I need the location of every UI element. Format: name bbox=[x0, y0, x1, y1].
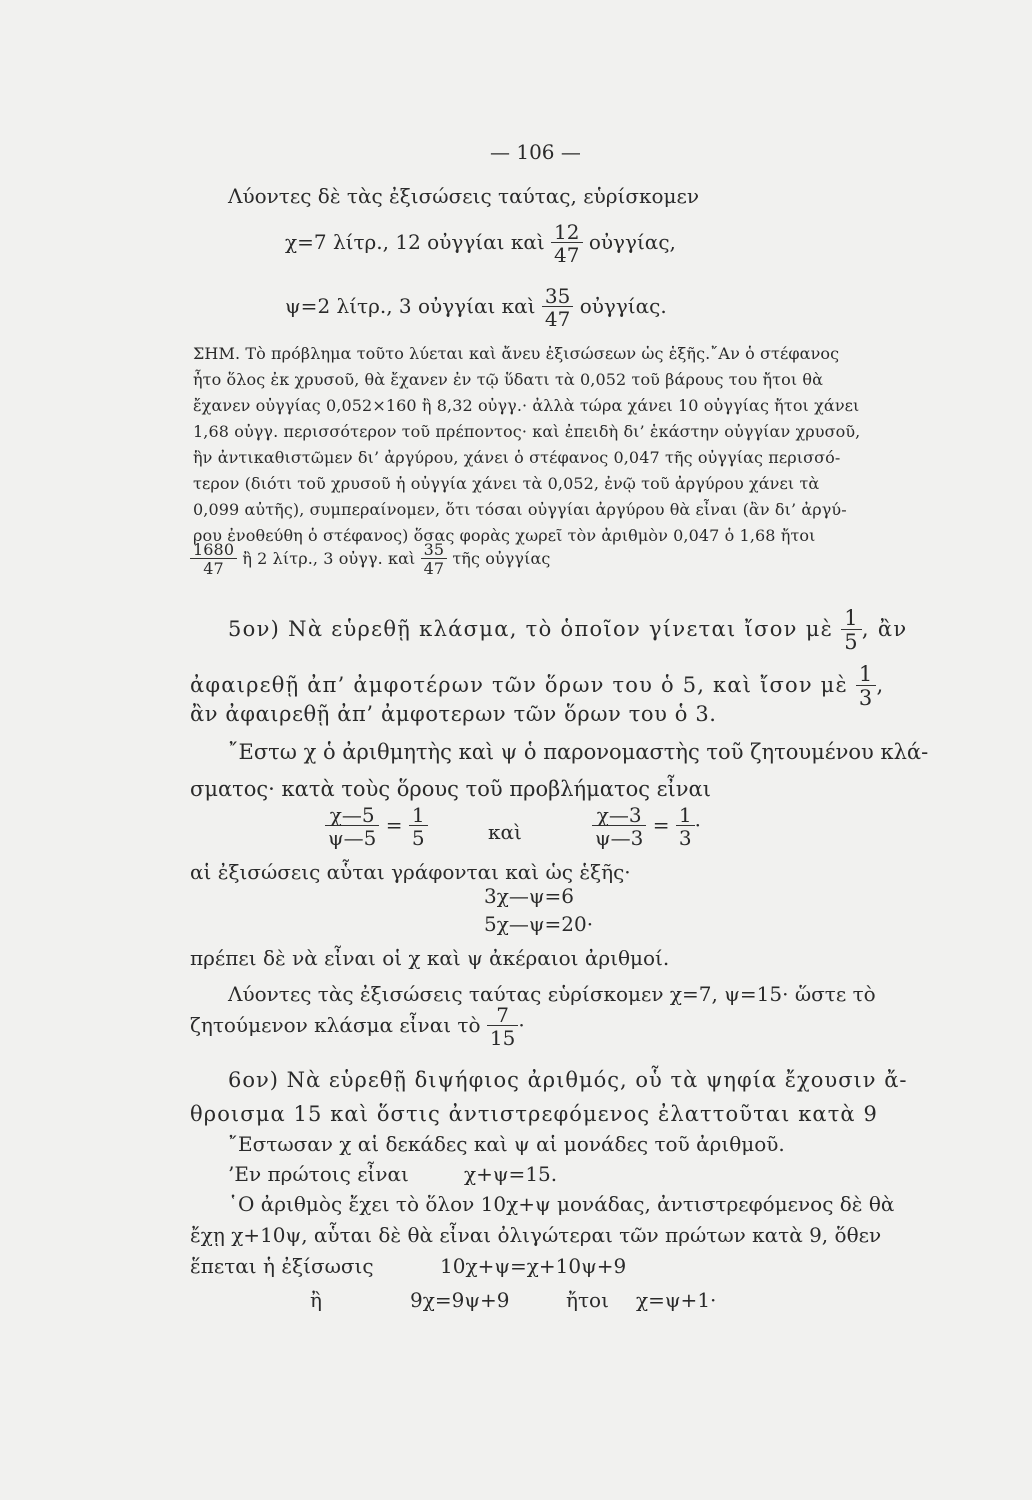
equation-a-rhs bbox=[409, 805, 428, 848]
chi-equation bbox=[285, 222, 676, 265]
problem5-line-1 bbox=[228, 608, 907, 653]
problem5-l1-num: 1 bbox=[844, 606, 859, 630]
problem6-line-8a: ἢ bbox=[310, 1288, 322, 1312]
equation-b-equals: = bbox=[652, 813, 670, 837]
psi-fraction-den: 47 bbox=[542, 306, 573, 329]
note-fraction-2-num: 35 bbox=[423, 540, 445, 559]
equation-b-lhs-den: ψ—3 bbox=[592, 825, 646, 848]
problem6-line-3: ῎Εστωσαν χ αἱ δεκάδες καὶ ψ αἱ μονάδες τοῦ ἀριθμοῦ. bbox=[228, 1132, 785, 1156]
problem5-l2-num: 1 bbox=[858, 662, 874, 686]
system-eq-2: 5χ—ψ=20· bbox=[484, 912, 594, 936]
psi-prefix: ψ=2 λίτρ., 3 οὐγγίαι καὶ bbox=[285, 294, 536, 318]
equation-b-rhs-den: 3 bbox=[676, 825, 695, 848]
problem6-line-1: 6ον) Νὰ εὑρεθῇ διψήφιος ἀριθμός, οὗ τὰ ψηφία ἔχουσιν ἄ- bbox=[228, 1068, 908, 1092]
problem5-line-8: Λύοντες τὰς ἐξισώσεις ταύτας εὑρίσκομεν χ=7, ψ=15· ὥστε τὸ bbox=[228, 982, 876, 1006]
note-line-2: ἦτο ὅλος ἐκ χρυσοῦ, θὰ ἔχανεν ἐν τῷ ὕδατι τὰ 0,052 τοῦ βάρους του ἤτοι θὰ bbox=[193, 370, 824, 389]
problem5-line-6: αἱ ἐξισώσεις αὗται γράφονται καὶ ὡς ἑξῆς· bbox=[190, 860, 631, 884]
equation-b-lhs bbox=[592, 805, 646, 848]
equation-a-equals: = bbox=[385, 813, 403, 837]
problem6-line-4b: χ+ψ=15. bbox=[464, 1162, 558, 1186]
note-last-mid: ἢ 2 λίτρ., 3 οὐγγ. καὶ bbox=[242, 549, 416, 568]
problem5-line-4: ῎Εστω χ ὁ ἀριθμητὴς καὶ ψ ὁ παρονομαστὴς τοῦ ζητουμένου κλά- bbox=[228, 740, 929, 764]
equation-b bbox=[592, 805, 701, 848]
problem5-l9-text: ζητούμενον κλάσμα εἶναι τὸ bbox=[190, 1013, 481, 1037]
problem5-l2-fraction bbox=[856, 664, 877, 709]
chi-suffix: οὐγγίας, bbox=[588, 230, 676, 254]
problem6-line-6: ἔχῃ χ+10ψ, αὗται δὲ θὰ εἶναι ὀλιγώτεραι τῶν πρώτων κατὰ 9, ὅθεν bbox=[190, 1223, 882, 1247]
equation-b-rhs-num: 1 bbox=[678, 803, 692, 827]
problem5-l1-den: 5 bbox=[841, 629, 862, 653]
problem5-l2-den: 3 bbox=[856, 685, 877, 709]
problem5-l2-text: ἀφαιρεθῇ ἀπ’ ἀμφοτέρων τῶν ὅρων του ὁ 5, καὶ ἴσον μὲ bbox=[190, 673, 848, 697]
problem5-l9-suffix: · bbox=[518, 1013, 525, 1037]
note-line-7: 0,099 αὐτῆς), συμπεραίνομεν, ὅτι τόσαι οὐγγίαι ἀργύρου θὰ εἶναι (ἂν δι’ ἀργύ- bbox=[193, 500, 847, 519]
note-last-suffix: τῆς οὐγγίας bbox=[452, 549, 551, 568]
note-line-3: ἔχανεν οὐγγίας 0,052×160 ἢ 8,32 οὐγγ.· ἀλλὰ τώρα χάνει 10 οὐγγίας ἤτοι χάνει bbox=[193, 396, 860, 415]
equation-a-lhs-den: ψ—5 bbox=[325, 825, 379, 848]
problem6-line-4a: ’Εν πρώτοις εἶναι bbox=[228, 1162, 409, 1186]
psi-fraction bbox=[542, 286, 573, 329]
problem5-line-3: ἂν ἀφαιρεθῇ ἀπ’ ἀμφοτερων τῶν ὅρων του ὁ 3. bbox=[190, 702, 717, 726]
intro-line: Λύοντες δὲ τὰς ἐξισώσεις ταύτας, εὑρίσκομεν bbox=[228, 184, 700, 208]
note-line-8: ρου ἐνοθεύθη ὁ στέφανος) ὅσας φορὰς χωρεῖ τὸν ἀριθμὸν 0,047 ὁ 1,68 ἤτοι bbox=[193, 526, 816, 545]
note-line-5: ἣν ἀντικαθιστῶμεν δι’ ἀργύρου, χάνει ὁ στέφανος 0,047 τῆς οὐγγίας περισσό- bbox=[193, 448, 841, 467]
problem6-line-8c: ἤτοι bbox=[566, 1288, 609, 1312]
problem6-line-7b: 10χ+ψ=χ+10ψ+9 bbox=[440, 1254, 627, 1278]
problem5-line-7: πρέπει δὲ νὰ εἶναι οἱ χ καὶ ψ ἀκέραιοι ἀριθμοί. bbox=[190, 946, 670, 970]
chi-prefix: χ=7 λίτρ., 12 οὐγγίαι καὶ bbox=[285, 230, 545, 254]
problem5-line-9 bbox=[190, 1005, 525, 1048]
problem6-line-5: ῾Ο ἀριθμὸς ἔχει τὸ ὅλον 10χ+ψ μονάδας, ἀντιστρεφόμενος δὲ θὰ bbox=[228, 1192, 895, 1216]
note-fraction-1-num: 1680 bbox=[193, 540, 235, 559]
chi-fraction bbox=[551, 222, 582, 265]
equation-a-rhs-den: 5 bbox=[409, 825, 428, 848]
note-line-4: 1,68 οὐγγ. περισσότερον τοῦ πρέποντος· καὶ ἐπειδὴ δι’ ἑκάστην οὐγγίαν χρυσοῦ, bbox=[193, 422, 861, 441]
page-number: — 106 — bbox=[490, 140, 581, 164]
equation-a-rhs-num: 1 bbox=[411, 803, 425, 827]
problem5-l1-suffix: , ἂν bbox=[861, 617, 908, 641]
result-fraction-num: 7 bbox=[496, 1003, 509, 1027]
equation-b-rhs bbox=[676, 805, 695, 848]
problem5-l2-suffix: , bbox=[876, 673, 885, 697]
result-fraction-den: 15 bbox=[487, 1025, 518, 1048]
note-fraction-1 bbox=[190, 542, 237, 577]
psi-suffix: οὐγγίας. bbox=[579, 294, 667, 318]
equation-b-lhs-num: χ—3 bbox=[596, 803, 642, 827]
note-line-6: τερον (διότι τοῦ χρυσοῦ ἡ οὐγγία χάνει τὰ 0,052, ἐνῷ τοῦ ἀργύρου χάνει τὰ bbox=[193, 474, 820, 493]
problem5-l1-text: 5ον) Νὰ εὑρεθῇ κλάσμα, τὸ ὁποῖον γίνεται ἴσον μὲ bbox=[228, 617, 834, 641]
chi-fraction-den: 47 bbox=[551, 242, 582, 265]
chi-fraction-num: 12 bbox=[554, 220, 580, 244]
system-eq-1: 3χ—ψ=6 bbox=[484, 884, 575, 908]
note-line-1: ΣΗΜ. Τὸ πρόβλημα τοῦτο λύεται καὶ ἄνευ ἐξισώσεων ὡς ἑξῆς.῎Αν ὁ στέφανος bbox=[193, 344, 840, 363]
problem6-line-8d: χ=ψ+1· bbox=[636, 1288, 717, 1312]
psi-fraction-num: 35 bbox=[544, 284, 571, 308]
equation-a-lhs-num: χ—5 bbox=[329, 803, 375, 827]
problem6-line-7a: ἕπεται ἡ ἐξίσωσις bbox=[190, 1254, 374, 1278]
problem5-line-5: σματος· κατὰ τοὺς ὅρους τοῦ προβλήματος εἶναι bbox=[190, 777, 711, 801]
note-fraction-2 bbox=[421, 542, 448, 577]
problem6-line-8b: 9χ=9ψ+9 bbox=[410, 1288, 510, 1312]
equation-a bbox=[325, 805, 428, 848]
problem5-l1-fraction bbox=[841, 608, 862, 653]
note-last-line bbox=[190, 542, 550, 577]
problem6-line-2: θροισμα 15 καὶ ὅστις ἀντιστρεφόμενος ἐλαττοῦται κατὰ 9 bbox=[190, 1102, 878, 1126]
kai-word: καὶ bbox=[488, 820, 522, 844]
result-fraction bbox=[487, 1005, 518, 1048]
psi-equation bbox=[285, 286, 667, 329]
note-fraction-1-den: 47 bbox=[190, 558, 237, 577]
equation-b-dot: · bbox=[694, 813, 701, 837]
note-fraction-2-den: 47 bbox=[421, 558, 448, 577]
equation-a-lhs bbox=[325, 805, 379, 848]
